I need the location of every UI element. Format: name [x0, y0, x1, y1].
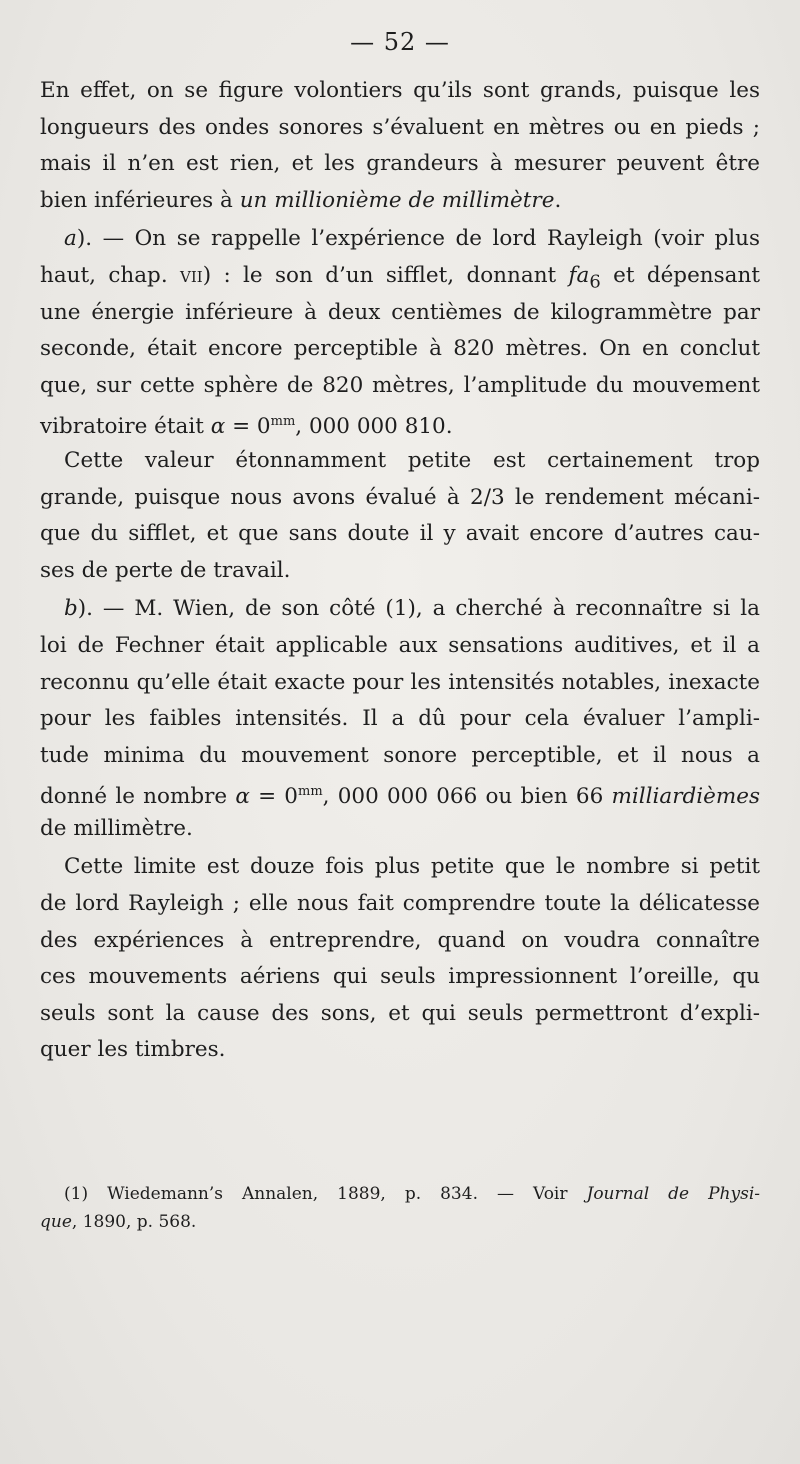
text-line: tude minima du mouvement sonore perceptible, et il nous a	[40, 742, 760, 768]
text-line: longueurs des ondes sonores s’évaluent en mètres ou en pieds ;	[40, 114, 760, 140]
subscript: 6	[589, 271, 601, 293]
text-run: = 0	[225, 414, 271, 440]
unit-superscript: mm	[298, 784, 323, 800]
item-letter: b	[64, 596, 78, 622]
text-run: vibratoire était	[40, 414, 211, 440]
text-line: ses de perte de travail.	[40, 557, 291, 583]
text-run: .	[554, 187, 562, 213]
italic-run: que	[40, 1212, 72, 1232]
text-run: et dépensant	[600, 262, 760, 288]
text-run: , 000 000 066 ou bien 66	[322, 784, 612, 810]
text-line	[40, 258, 760, 295]
text-line: mais il n’en est rien, et les grandeurs à mesurer peuvent être	[40, 151, 760, 177]
text-line	[40, 404, 760, 441]
text-line: de millimètre.	[40, 815, 193, 841]
page-number: — 52 —	[350, 28, 450, 56]
chapter-numeral: vii	[180, 262, 203, 288]
paragraph-b	[40, 591, 760, 847]
text-run: , 000 000 810.	[295, 414, 453, 440]
text-run: bien inférieures à	[40, 187, 240, 213]
text-line: Cette limite est douze fois plus petite que le nombre si petit	[64, 854, 760, 880]
paragraph-5	[40, 849, 760, 1069]
text-line	[40, 591, 760, 628]
text-line: Cette valeur étonnamment petite est certainement trop	[64, 447, 760, 473]
text-line	[40, 774, 760, 811]
alpha-symbol: α	[235, 784, 250, 810]
text-line: reconnu qu’elle était exacte pour les intensités notables, inexacte	[40, 669, 760, 695]
text-run: haut, chap.	[40, 262, 181, 288]
text-line: une énergie inférieure à deux centièmes de kilogrammètre par	[40, 299, 760, 325]
text-line: seconde, était encore perceptible à 820 mètres. On en conclut	[40, 336, 760, 362]
italic-run: Journal de Physi-	[586, 1184, 760, 1204]
paragraph-3	[40, 443, 760, 589]
text-line	[40, 183, 760, 220]
text-line: loi de Fechner était applicable aux sensations auditives, et il a	[40, 632, 760, 658]
italic-run: fa	[568, 262, 590, 288]
text-line: grande, puisque nous avons évalué à 2/3 le rendement mécani-	[40, 484, 760, 510]
footnote	[40, 1180, 760, 1236]
text-line: seuls sont la cause des sons, et qui seuls permettront d’expli-	[40, 1000, 760, 1026]
text-run: , 1890, p. 568.	[71, 1212, 197, 1232]
text-run: ) : le son d’un sifflet, donnant	[202, 262, 569, 288]
unit-superscript: mm	[270, 414, 296, 430]
text-line: que du sifflet, et que sans doute il y avait encore d’autres cau-	[40, 521, 760, 547]
text-run: donné le nombre	[40, 784, 236, 810]
italic-run: milliardièmes	[611, 784, 760, 810]
text-line: de lord Rayleigh ; elle nous fait comprendre toute la délicatesse	[40, 891, 760, 917]
text-run: ). — On se rappelle l’expérience de lord Rayleigh (voir plus	[76, 226, 760, 252]
body-text	[40, 73, 760, 1069]
text-line: ces mouvements aériens qui seuls impressionnent l’oreille, qu	[40, 964, 760, 990]
italic-run: un millionième de millimètre	[239, 187, 555, 213]
paragraph-1	[40, 73, 760, 219]
text-line: pour les faibles intensités. Il a dû pour cela évaluer l’ampli-	[40, 706, 760, 732]
text-line	[40, 221, 760, 258]
text-run: = 0	[249, 784, 298, 810]
text-run: (1) Wiedemann’s Annalen, 1889, p. 834. — Voir	[64, 1184, 587, 1204]
text-line: des expériences à entreprendre, quand on voudra connaître	[40, 927, 760, 953]
footnote-line	[40, 1208, 760, 1236]
alpha-symbol: α	[210, 414, 226, 440]
item-letter: a	[64, 226, 77, 252]
paragraph-a	[40, 221, 760, 441]
text-run: ). — M. Wien, de son côté (1), a cherché à reconnaître si la	[77, 596, 760, 622]
text-line: que, sur cette sphère de 820 mètres, l’amplitude du mouvement	[40, 372, 760, 398]
footnote-line	[40, 1180, 760, 1208]
text-line: En effet, on se figure volontiers qu’ils sont grands, puisque les	[40, 78, 760, 103]
text-line: quer les timbres.	[40, 1037, 226, 1063]
